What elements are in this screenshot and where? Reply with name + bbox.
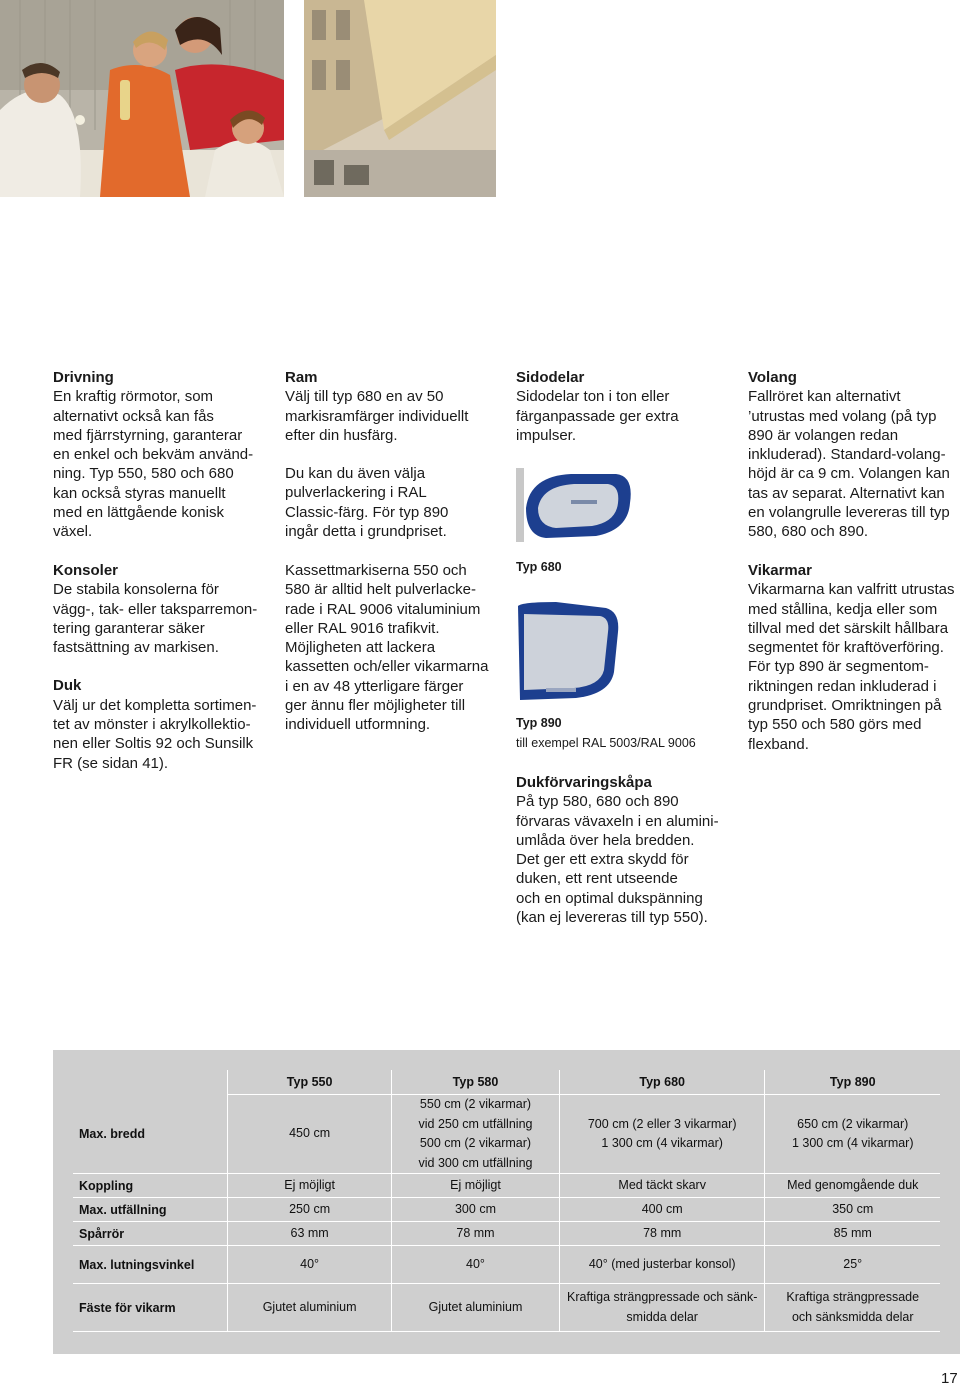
table-row xyxy=(73,1095,940,1174)
table-cell: Kraftiga strängpressade och sänksmidda delar xyxy=(765,1284,940,1332)
table-cell: 450 cm xyxy=(228,1095,392,1174)
table-header-typ550: Typ 550 xyxy=(228,1070,392,1095)
table-cell: 350 cm xyxy=(765,1198,940,1222)
table-cell: 85 mm xyxy=(765,1222,940,1246)
duk-text: Välj ur det kompletta sortimen- tet av mönster i akrylkollektio- nen eller Soltis 92 och Sunsilk FR (se sidan 41). xyxy=(53,696,257,772)
volang-heading: Volang xyxy=(748,369,797,386)
dukforvaring-heading: Dukförvaringskåpa xyxy=(516,774,652,791)
table-cell: 40° (med justerbar konsol) xyxy=(559,1246,765,1284)
side-part-image-top xyxy=(516,468,634,542)
sidodelar-heading: Sidodelar xyxy=(516,369,585,386)
drivning-text: En kraftig rörmotor, som alternativt också kan fås med fjärrstyrning, garanterar en enkel och bekväm använd- ning. Typ 550, 580 och 680 kan också styras manuellt med en lättgående konisk växel. xyxy=(53,388,254,541)
table-cell: 700 cm (2 eller 3 vikarmar) 1 300 cm (4 vikarmar) xyxy=(559,1095,765,1174)
sidodelar-text: Sidodelar ton i ton eller färganpassade ger extra impulser. xyxy=(516,388,679,444)
table-cell: 550 cm (2 vikarmar) vid 250 cm utfällning 500 cm (2 vikarmar) vid 300 cm utfällning xyxy=(392,1095,560,1174)
column-1b xyxy=(53,561,273,773)
spec-table-panel xyxy=(53,1050,960,1354)
vikarmar-text: Vikarmarna kan valfritt utrustas med stållina, kedja eller som tillval med det särskilt hållbara segmentet för kraftöverföring. För typ 890 är segmentom- riktningen redan inkluderad i grundpriset. Omriktningen på typ 550 och 580 görs med flexband. xyxy=(748,581,955,753)
table-cell: Med täckt skarv xyxy=(559,1174,765,1198)
table-cell: 300 cm xyxy=(392,1198,560,1222)
vikarmar-heading: Vikarmar xyxy=(748,562,812,579)
table-cell: Ej möjligt xyxy=(228,1174,392,1198)
table-row-label: Max. lutningsvinkel xyxy=(73,1246,228,1284)
table-row xyxy=(73,1222,940,1246)
page-number: 17 xyxy=(941,1370,958,1387)
table-header-empty xyxy=(73,1070,228,1095)
table-cell: Med genomgående duk xyxy=(765,1174,940,1198)
column-3 xyxy=(516,368,736,445)
table-cell: 78 mm xyxy=(559,1222,765,1246)
table-header-typ580: Typ 580 xyxy=(392,1070,560,1095)
caption-color-example: till exempel RAL 5003/RAL 9006 xyxy=(516,736,696,750)
table-cell: 40° xyxy=(228,1246,392,1284)
ram-text-2: Du kan du även välja pulverlackering i RAL Classic-färg. För typ 890 ingår detta i grundpriset. xyxy=(285,465,449,541)
table-row xyxy=(73,1198,940,1222)
table-row-label: Spårrör xyxy=(73,1222,228,1246)
table-cell: 250 cm xyxy=(228,1198,392,1222)
column-4b xyxy=(748,561,960,754)
table-cell: Kraftiga strängpressade och sänk- smidda delar xyxy=(559,1284,765,1332)
table-cell: 78 mm xyxy=(392,1222,560,1246)
ram-heading: Ram xyxy=(285,369,318,386)
duk-heading: Duk xyxy=(53,677,82,695)
spec-table xyxy=(73,1070,940,1332)
kassett-text: Kassettmarkiserna 550 och 580 är alltid helt pulverlacke- rade i RAL 9006 vitaluminium eller RAL 9016 trafikvit. Möjligheten att lackera kassetten och/eller vikarmarna i en av 48 ytterligare färger ger ännu fler möjligheter till individuell utformning. xyxy=(285,562,489,734)
konsoler-text: De stabila konsolerna för vägg-, tak- eller taksparremon- tering garanterar säker fastsättning av markisen. xyxy=(53,581,258,657)
caption-typ680: Typ 680 xyxy=(516,560,562,574)
table-cell: 63 mm xyxy=(228,1222,392,1246)
awning-building-photo xyxy=(304,0,496,197)
caption-typ890: Typ 890 xyxy=(516,716,562,730)
column-3b xyxy=(516,773,746,927)
column-1 xyxy=(53,368,273,542)
konsoler-heading: Konsoler xyxy=(53,562,119,579)
table-header-row xyxy=(73,1070,940,1095)
dukforvaring-text: På typ 580, 680 och 890 förvaras vävaxeln i en alumini- umlåda över hela bredden. Det ger ett extra skydd för duken, ett rent utseende och en optimal dukspänning (kan ej levereras till typ 550). xyxy=(516,793,719,927)
drivning-heading: Drivning xyxy=(53,369,114,386)
family-photo xyxy=(0,0,284,197)
table-row xyxy=(73,1246,940,1284)
table-row xyxy=(73,1284,940,1332)
table-header-typ890: Typ 890 xyxy=(765,1070,940,1095)
ram-text: Välj till typ 680 en av 50 markisramfärger individuellt efter din husfärg. xyxy=(285,388,469,444)
table-cell: 25° xyxy=(765,1246,940,1284)
table-cell: Gjutet aluminium xyxy=(392,1284,560,1332)
column-4 xyxy=(748,368,960,542)
table-row-label: Fäste för vikarm xyxy=(73,1284,228,1332)
table-cell: Gjutet aluminium xyxy=(228,1284,392,1332)
table-cell: Ej möjligt xyxy=(392,1174,560,1198)
table-cell: 650 cm (2 vikarmar) 1 300 cm (4 vikarmar) xyxy=(765,1095,940,1174)
column-2b xyxy=(285,561,505,735)
table-cell: 40° xyxy=(392,1246,560,1284)
table-row-label: Max. utfällning xyxy=(73,1198,228,1222)
volang-text: Fallröret kan alternativt ’utrustas med volang (på typ 890 är volangen redan inkluderad). Standard-volang- höjd är ca 9 cm. Volangen kan tas av separat. Alternativt kan en volangrulle levereras till typ 580, 680 och 890. xyxy=(748,388,950,541)
table-row-label: Max. bredd xyxy=(73,1095,228,1174)
side-part-image-typ680 xyxy=(516,602,620,700)
table-header-typ680: Typ 680 xyxy=(559,1070,765,1095)
table-cell: 400 cm xyxy=(559,1198,765,1222)
table-row xyxy=(73,1174,940,1198)
table-row-label: Koppling xyxy=(73,1174,228,1198)
column-2 xyxy=(285,368,505,541)
